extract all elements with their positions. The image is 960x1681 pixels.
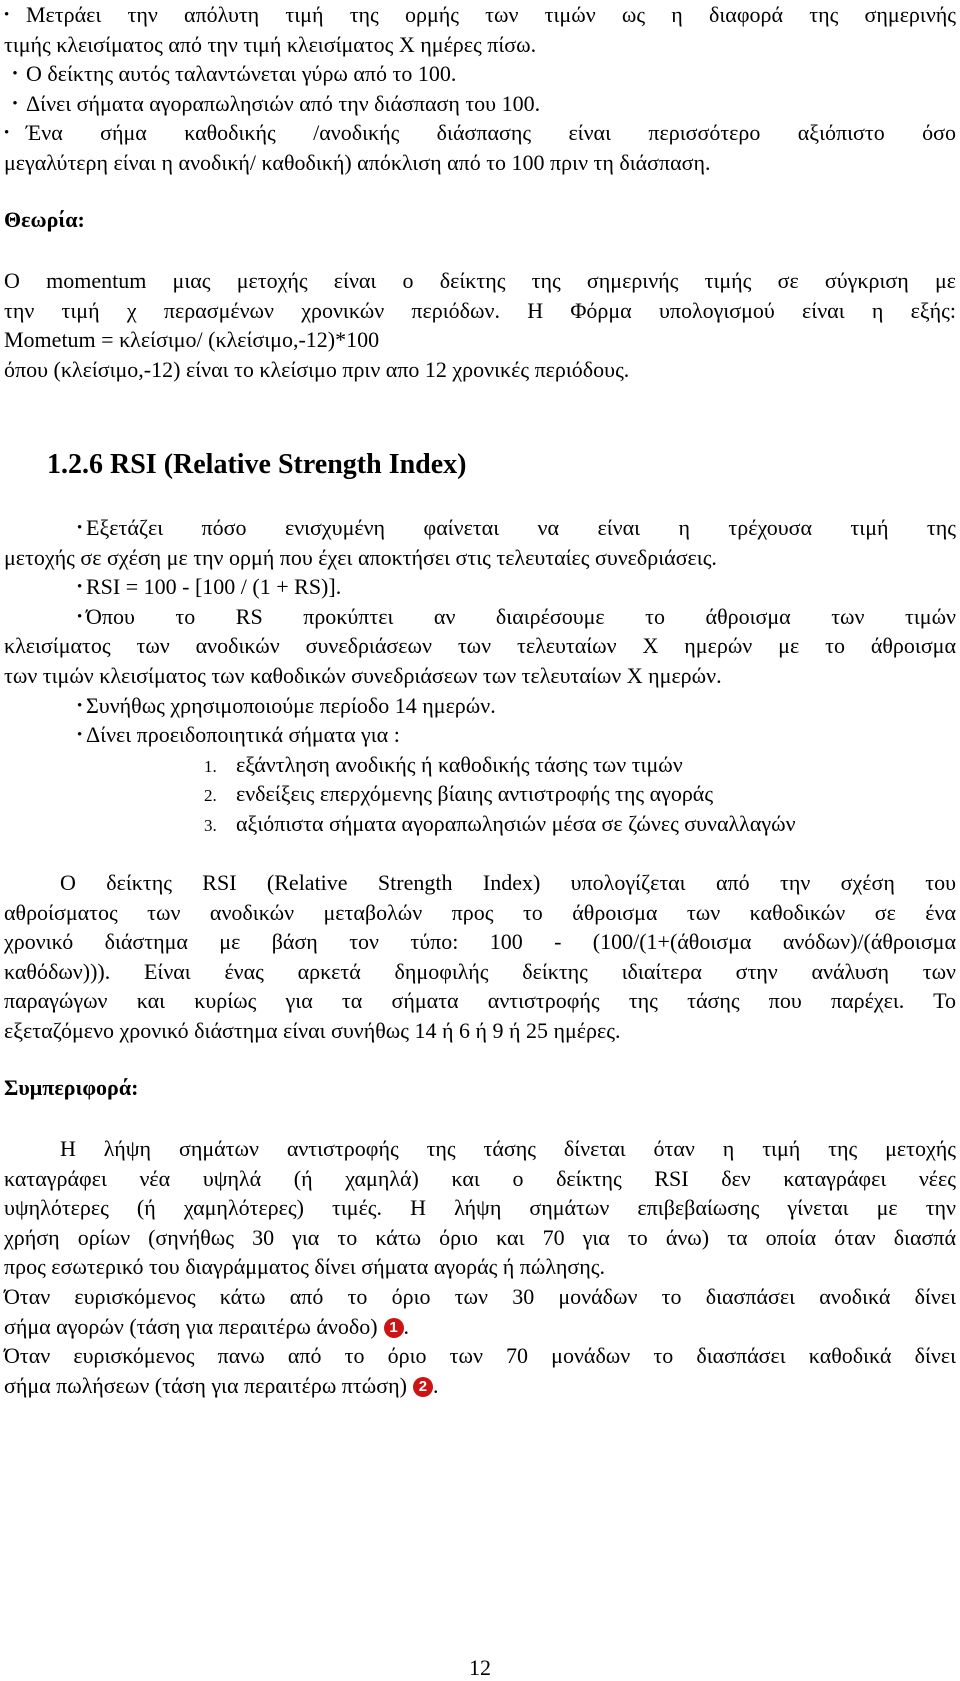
list-number: 2. xyxy=(204,786,217,806)
bullet-text: Ο δείκτης αυτός ταλαντώνεται γύρω από το 100. xyxy=(26,61,457,87)
bullet-item xyxy=(4,513,956,544)
marker-1-badge: 1 xyxy=(384,1318,404,1338)
list-text: ενδείξεις επερχόμενης βίαιης αντιστροφής της αγοράς xyxy=(236,781,714,807)
bullet-icon: • xyxy=(77,579,83,596)
rsi-formula: RSI = 100 - [100 / (1 + RS)]. xyxy=(86,574,342,600)
numbered-list-item xyxy=(204,750,683,782)
section-heading-rsi: 1.2.6 RSI (Relative Strength Index) xyxy=(47,449,467,480)
buy-signal-line: Όταν ευρισκόμενος κάτω από το όριο των 30 μονάδων το διασπάσει ανοδικά δίνει xyxy=(4,1284,956,1309)
bullet-text: Εξετάζει πόσο ενισχυμένη φαίνεται να είναι η τρέχουσα τιμή της xyxy=(86,515,956,540)
bullet-text-continuation: μετοχής σε σχέση με την ορμή που έχει αποκτήσει στις τελευταίες συνεδριάσεις. xyxy=(4,544,717,570)
buy-signal-text: σήμα αγορών (τάση για περαιτέρω άνοδο) xyxy=(4,1313,378,1339)
bullet-text: Μετράει την απόλυτη τιμή της ορμής των τιμών ως η διαφορά της σημερινής xyxy=(26,2,956,27)
behavior-heading: Συμπεριφορά: xyxy=(4,1075,139,1100)
bullet-text: Δίνει σήματα αγοραπωλησιών από την διάσπαση του 100. xyxy=(26,90,541,116)
period: . xyxy=(432,1372,439,1398)
rsi-paragraph-line: αθροίσματος των ανοδικών μεταβολών προς το άθροισμα των καθοδικών σε ένα xyxy=(4,899,956,925)
bullet-icon: • xyxy=(77,608,83,625)
bullet-text: Δίνει προειδοποιητικά σήματα για : xyxy=(86,722,400,748)
theory-heading: Θεωρία: xyxy=(4,207,85,232)
behavior-paragraph-line: καταγράφει νέα υψηλά (ή χαμηλά) και ο δείκτης RSI δεν καταγράφει νέες xyxy=(4,1165,956,1191)
rsi-paragraph-line: χρονικό διάστημα με βάση τον τύπο: 100 - (100/(1+(άθοισμα ανόδων)/(άθροισμα xyxy=(4,929,956,955)
theory-line: την τιμή χ περασμένων χρονικών περιόδων. Η Φόρμα υπολογισμού είναι η εξής: xyxy=(4,297,956,323)
theory-line: Ο momentum μιας μετοχής είναι ο δείκτης της σημερινής τιμής σε σύγκριση με xyxy=(4,268,956,293)
bullet-icon: • xyxy=(77,520,83,536)
bullet-item xyxy=(4,59,956,90)
bullet-icon: • xyxy=(4,7,10,23)
bullet-icon: • xyxy=(4,125,10,142)
bullet-item xyxy=(4,89,956,120)
list-text: αξιόπιστα σήματα αγοραπωλησιών μέσα σε ζώνες συναλλαγών xyxy=(236,811,796,836)
list-text: εξάντληση ανοδικής ή καθοδικής τάσης των τιμών xyxy=(236,751,683,777)
bullet-text-continuation: κλεισίματος των ανοδικών συνεδριάσεων των τελευταίων Χ ημερών με το άθροισμα xyxy=(4,633,956,659)
rsi-paragraph-line: καθόδων))). Είναι ένας αρκετά δημοφιλής δείκτης ιδιαίτερα στην ανάλυση των xyxy=(4,958,956,984)
behavior-paragraph-line: υψηλότερες (ή χαμηλότερες) τιμές. Η λήψη σημάτων επιβεβαίωσης γίνεται με την xyxy=(4,1195,956,1221)
bullet-icon: • xyxy=(77,727,83,744)
list-number: 1. xyxy=(204,756,217,776)
rsi-paragraph-line: εξεταζόμενο χρονικό διάστημα είναι συνήθως 14 ή 6 ή 9 ή 25 ημέρες. xyxy=(4,1018,621,1043)
numbered-list-item xyxy=(204,809,796,841)
bullet-text: Συνήθως χρησιμοποιούμε περίοδο 14 ημερών. xyxy=(86,692,496,718)
momentum-formula: Mometum = κλείσιμο/ (κλείσιμο,-12)*100 xyxy=(4,327,380,353)
period: . xyxy=(403,1313,410,1339)
theory-line: όπου (κλείσιμο,-12) είναι το κλείσιμο πριν απο 12 χρονικές περιόδους. xyxy=(4,356,630,382)
buy-signal-line xyxy=(4,1312,956,1342)
bullet-item xyxy=(4,720,956,751)
page-number: 12 xyxy=(469,1655,491,1680)
sell-signal-text: σήμα πωλήσεων (τάση για περαιτέρω πτώση) xyxy=(4,1372,407,1398)
sell-signal-line: Όταν ευρισκόμενος πανω από το όριο των 70 μονάδων το διασπάσει καθοδικά δίνει xyxy=(4,1343,956,1369)
behavior-paragraph-line: χρήση ορίων (σηνήθως 30 για το κάτω όριο και 70 για το άνω) τα οποία όταν διασπά xyxy=(4,1224,956,1250)
bullet-item xyxy=(4,118,956,149)
list-number: 3. xyxy=(204,816,217,835)
bullet-text: Όπου το RS προκύπτει αν διαιρέσουμε το άθροισμα των τιμών xyxy=(86,603,956,629)
bullet-item xyxy=(4,691,956,722)
rsi-paragraph-line: Ο δείκτης RSI (Relative Strength Index) υπολογίζεται από την σχέση του xyxy=(60,870,956,895)
numbered-list-item xyxy=(204,779,713,811)
marker-2-badge: 2 xyxy=(413,1377,433,1397)
bullet-item xyxy=(4,0,956,31)
bullet-item xyxy=(4,572,956,603)
bullet-text: Ένα σήμα καθοδικής /ανοδικής διάσπασης είναι περισσότερο αξιόπιστο όσο xyxy=(26,120,956,146)
bullet-text-continuation: μεγαλύτερη είναι η ανοδική/ καθοδική) απόκλιση από το 100 πριν τη διάσπαση. xyxy=(4,150,711,175)
behavior-paragraph-line: προς εσωτερικό του διαγράμματος δίνει σήματα αγοράς ή πώλησης. xyxy=(4,1254,605,1280)
bullet-icon: • xyxy=(77,697,83,714)
behavior-paragraph-line: Η λήψη σημάτων αντιστροφής της τάσης δίνεται όταν η τιμή της μετοχής xyxy=(60,1136,956,1161)
bullet-text-continuation: τιμής κλεισίματος από την τιμή κλεισίματος Χ ημέρες πίσω. xyxy=(4,31,537,57)
sell-signal-line xyxy=(4,1371,956,1401)
bullet-text-continuation: των τιμών κλεισίματος των καθοδικών συνεδριάσεων των τελευταίων Χ ημερών. xyxy=(4,663,722,688)
bullet-icon: • xyxy=(12,95,18,112)
rsi-paragraph-line: παραγώγων και κυρίως για τα σήματα αντιστροφής της τάσης που παρέχει. Το xyxy=(4,988,956,1014)
bullet-icon: • xyxy=(12,66,18,83)
bullet-item xyxy=(4,602,956,633)
